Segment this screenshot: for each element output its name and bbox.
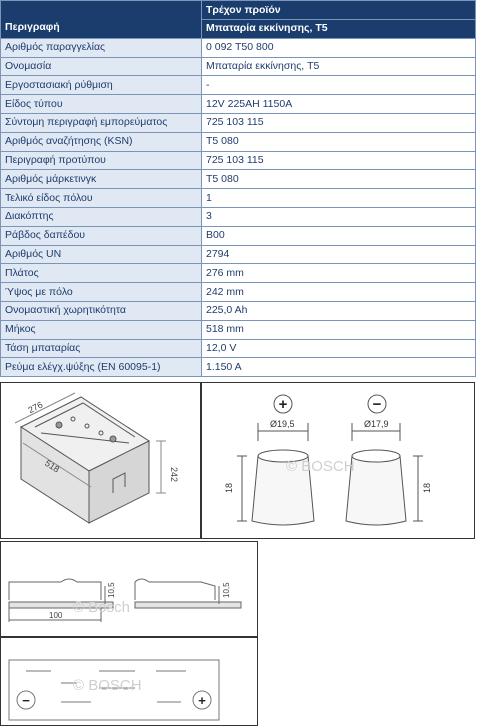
spec-value: T5 080 (202, 132, 476, 151)
battery-drawing-panel (0, 382, 201, 539)
spec-row (1, 38, 476, 57)
holddown-dim-b: 10,5 (222, 582, 231, 598)
plus-diameter-label: Ø19,5 (270, 419, 295, 429)
spec-value: T5 080 (202, 170, 476, 189)
spec-value: 518 mm (202, 320, 476, 339)
terminals-drawing (202, 383, 474, 538)
spec-value: 725 103 115 (202, 113, 476, 132)
header-product-line1: Τρέχον προϊόν (202, 1, 476, 20)
header-product-line2: Μπαταρία εκκίνησης, T5 (202, 20, 476, 39)
battery-drawing (1, 383, 200, 538)
spec-key: Αριθμός μάρκετινγκ (1, 170, 202, 189)
spec-row (1, 245, 476, 264)
spec-row (1, 95, 476, 114)
spec-value: 242 mm (202, 283, 476, 302)
spec-value: Μπαταρία εκκίνησης, T5 (202, 57, 476, 76)
spec-row (1, 76, 476, 95)
spec-key: Περιγραφή προτύπου (1, 151, 202, 170)
spec-row (1, 132, 476, 151)
spec-key: Εργοστασιακή ρύθμιση (1, 76, 202, 95)
spec-key: Μήκος (1, 320, 202, 339)
spec-key: Τάση μπαταρίας (1, 339, 202, 358)
holddown-dim-c: 100 (49, 611, 63, 620)
spec-key: Ονομασία (1, 57, 202, 76)
minus-terminal-symbol: − (372, 396, 382, 413)
layout-drawing (1, 638, 257, 725)
spec-row (1, 320, 476, 339)
bosch-watermark: © BOSCH (286, 458, 355, 475)
spec-row (1, 226, 476, 245)
spec-row (1, 170, 476, 189)
layout-plus-symbol: + (198, 693, 206, 708)
spec-value: 225,0 Ah (202, 301, 476, 320)
spec-value: 1.150 A (202, 358, 476, 377)
holddown-drawing (1, 542, 257, 636)
spec-row (1, 264, 476, 283)
plus-height-label: 18 (224, 482, 234, 493)
holddown-watermark: © Bosch (73, 599, 130, 616)
spec-row (1, 151, 476, 170)
spec-row (1, 57, 476, 76)
spec-value: 276 mm (202, 264, 476, 283)
spec-row (1, 113, 476, 132)
layout-minus-symbol: − (22, 693, 30, 708)
minus-height-label: 18 (422, 482, 432, 493)
spec-row (1, 189, 476, 208)
header-row (1, 1, 476, 20)
spec-value: B00 (202, 226, 476, 245)
holddown-dim-a: 10,5 (107, 582, 116, 598)
spec-value: 0 092 T50 800 (202, 38, 476, 57)
layout-drawing-panel (0, 637, 258, 726)
spec-key: Διακόπτης (1, 207, 202, 226)
battery-width-label: 276 (26, 399, 45, 416)
spec-key: Πλάτος (1, 264, 202, 283)
spec-key: Σύντομη περιγραφή εμπορεύματος (1, 113, 202, 132)
plus-terminal-symbol: + (278, 396, 288, 413)
spec-value: 12V 225AH 1150A (202, 95, 476, 114)
spec-key: Ράβδος δαπέδου (1, 226, 202, 245)
battery-height-label: 242 (169, 467, 179, 483)
spec-value: - (202, 76, 476, 95)
spec-key: Είδος τύπου (1, 95, 202, 114)
spec-key: Ύψος με πόλο (1, 283, 202, 302)
battery-length-label: 518 (43, 457, 62, 475)
spec-key: Ρεύμα ελέγχ.ψύξης (EN 60095-1) (1, 358, 202, 377)
spec-value: 3 (202, 207, 476, 226)
spec-value: 725 103 115 (202, 151, 476, 170)
spec-value: 1 (202, 189, 476, 208)
holddown-drawing-panel (0, 541, 258, 637)
minus-diameter-label: Ø17,9 (364, 419, 389, 429)
spec-key: Τελικό είδος πόλου (1, 189, 202, 208)
spec-key: Ονομαστική χωρητικότητα (1, 301, 202, 320)
spec-key: Αριθμός UN (1, 245, 202, 264)
spec-row (1, 358, 476, 377)
terminals-drawing-panel (201, 382, 475, 539)
spec-key: Αριθμός αναζήτησης (KSN) (1, 132, 202, 151)
spec-row (1, 207, 476, 226)
spec-key: Αριθμός παραγγελίας (1, 38, 202, 57)
layout-watermark: © BOSCH (73, 677, 142, 694)
spec-row (1, 339, 476, 358)
spec-row (1, 283, 476, 302)
spec-value: 2794 (202, 245, 476, 264)
spec-row (1, 301, 476, 320)
header-label: Περιγραφή (1, 1, 202, 39)
spec-value: 12,0 V (202, 339, 476, 358)
